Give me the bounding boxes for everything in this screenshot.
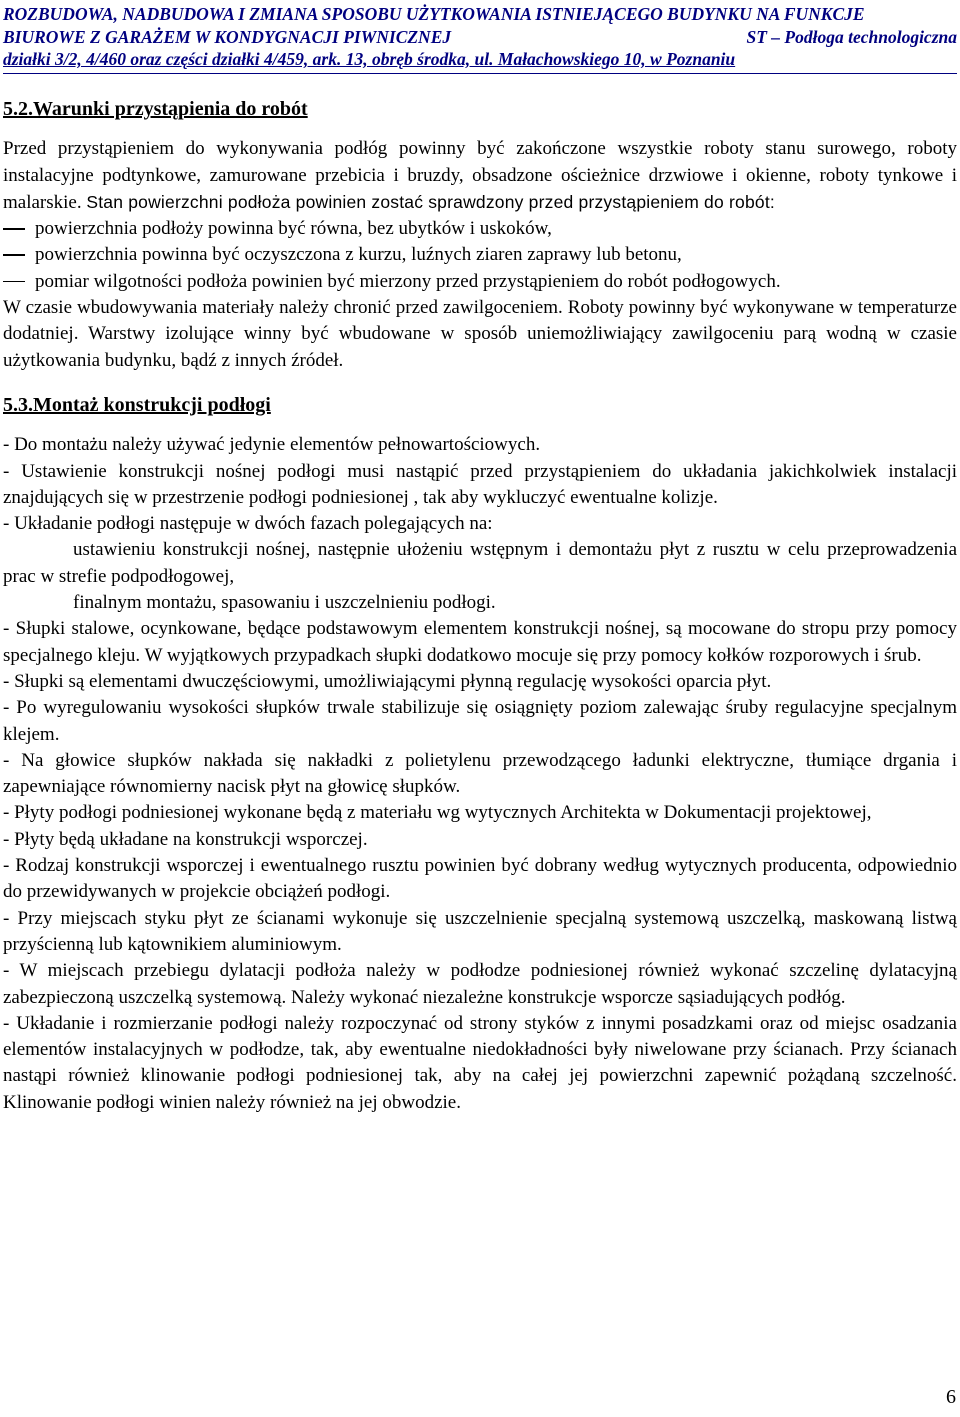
paragraph: - Ustawienie konstrukcji nośnej podłogi musi nastąpić przed przystąpieniem do układania jakichkolwiek instalacji znajdujących się w przestrzenie podłogi podniesionej , tak aby wykluczyć ewentualne kolizje. bbox=[3, 460, 957, 508]
header-location: działki 3/2, 4/460 oraz części działki 4/459, ark. 13, obręb środka, ul. Małachowskiego 10, w Poznaniu bbox=[3, 49, 736, 69]
section-5-3-heading: 5.3.Montaż konstrukcji podłogi bbox=[3, 393, 271, 416]
list-item: pomiar wilgotności podłoża powinien być mierzony przed przystąpieniem do robót podłogowych. bbox=[3, 269, 957, 295]
paragraph: - Układanie podłogi następuje w dwóch fazach polegających na: bbox=[3, 513, 493, 535]
paragraph: - Słupki stalowe, ocynkowane, będące podstawowym elementem konstrukcji nośnej, są mocowane do stropu przy pomocy specjalnego kleju. W wyjątkowych przypadkach słupki dodatkowo mocuje się przy pomocy kołków rozporowych i śrub. bbox=[3, 618, 957, 666]
paragraph: - Do montażu należy używać jedynie elementów pełnowartościowych. bbox=[3, 434, 541, 456]
paragraph: - Na głowice słupków nakłada się nakładki z polietylenu przewodzącego ładunki elektryczne, tłumiące drgania i zapewniające równomierny nacisk płyt na głowicę słupków. bbox=[3, 749, 957, 798]
phase-2: finalnym montażu, spasowaniu i uszczelnieniu podłogi. bbox=[73, 592, 496, 614]
paragraph: - W miejscach przebiegu dylatacji podłoża należy w podłodze podniesionej również wykonać szczelinę dylatacyjną zabezpieczoną uszczelką systemową. Należy wykonać niezależne konstrukcje wsporcze sąsiadujących podłóg. bbox=[3, 960, 957, 1008]
header-line-1 bbox=[3, 3, 957, 26]
dash-bullet-icon bbox=[3, 228, 25, 230]
section-5-2-intro bbox=[3, 136, 957, 216]
surface-requirements-list bbox=[3, 216, 957, 295]
section-5-2-heading: 5.2.Warunki przystąpienia do robót bbox=[3, 98, 308, 120]
dash-bullet-icon bbox=[3, 281, 25, 283]
header-subtitle: BIUROWE Z GARAŻEM W KONDYGNACJI PIWNICZNEJ bbox=[3, 26, 452, 47]
paragraph: - Po wyregulowaniu wysokości słupków trwale stabilizuje się osiągnięty poziom zalewając śruby regulacyjne specjalnym klejem. bbox=[3, 697, 957, 745]
section-5-2-closing: W czasie wbudowywania materiały należy chronić przed zawilgoceniem. Roboty powinny być wykonywane w temperaturze dodatniej. Warstwy izolujące winny być wbudowane w sposób uniemożliwiający zawilgoceniu parą wodną w czasie użytkowania budynku, bądź z innych źródeł. bbox=[3, 297, 957, 371]
paragraph: - Płyty podłogi podniesionej wykonane będą z materiału wg wytycznych Architekta w Dokumentacji projektowej, bbox=[3, 802, 872, 824]
list-item: powierzchnia podłoży powinna być równa, bez ubytków i uskoków, bbox=[3, 216, 957, 242]
paragraph: - Rodzaj konstrukcji wsporczej i ewentualnego rusztu powinien być dobrany według wytycznych producenta, odpowiednio do przewidywanych w projekcie obciążeń podłogi. bbox=[3, 855, 957, 903]
intro-part-2: Stan powierzchni podłoża powinien zostać sprawdzony przed przystąpieniem do robót: bbox=[86, 191, 775, 212]
phase-1: ustawieniu konstrukcji nośnej, następnie ułożeniu wstępnym i demontażu płyt z rusztu w celu przeprowadzenia prac w strefie podpodłogowej, bbox=[3, 539, 957, 587]
paragraph: - Przy miejscach styku płyt ze ścianami wykonuje się uszczelnienie specjalną systemową uszczelką, maskowaną listwą przyścienną lub kątownikiem aluminiowym. bbox=[3, 907, 957, 955]
header-spec-name: ST – Podłoga technologiczna bbox=[746, 26, 957, 47]
dash-bullet-icon bbox=[3, 254, 25, 256]
paragraph: - Układanie i rozmierzanie podłogi należy rozpoczynać od strony styków z innymi posadzkami oraz od miejsc osadzania elementów instalacyjnych w podłodze, tak, aby ewentualne niedokładności były niwelowane przy ścianach. Przy ścianach nastąpi również klinowanie podłogi podniesionej tak, aby na całej jej powierzchni zapewnić pożądaną szczelność. Klinowanie podłogi winien należy również na jej obwodzie. bbox=[3, 1012, 957, 1113]
header-line-2 bbox=[3, 26, 957, 49]
header-title: ROZBUDOWA, NADBUDOWA I ZMIANA SPOSOBU UŻYTKOWANIA ISTNIEJĄCEGO BUDYNKU NA FUNKCJE bbox=[3, 4, 865, 24]
header-line-3 bbox=[3, 48, 957, 71]
list-item: powierzchnia powinna być oczyszczona z kurzu, luźnych ziaren zaprawy lub betonu, bbox=[3, 242, 957, 268]
page-number: 6 bbox=[946, 1386, 956, 1408]
paragraph: - Słupki są elementami dwuczęściowymi, umożliwiającymi płynną regulację wysokości oparcia płyt. bbox=[3, 670, 772, 692]
document-header bbox=[3, 3, 957, 74]
paragraph: - Płyty będą układane na konstrukcji wsporczej. bbox=[3, 828, 368, 850]
intro-part-1: Przed przystąpieniem do wykonywania podłóg powinny być zakończone wszystkie roboty stanu surowego, roboty instalacyjne podtynkowe, zamurowane przebicia i bruzdy, obsadzone ościeżnice drzwiowe i okienne, roboty tynkowe i malarskie. bbox=[3, 138, 957, 213]
document-body bbox=[3, 96, 957, 1116]
